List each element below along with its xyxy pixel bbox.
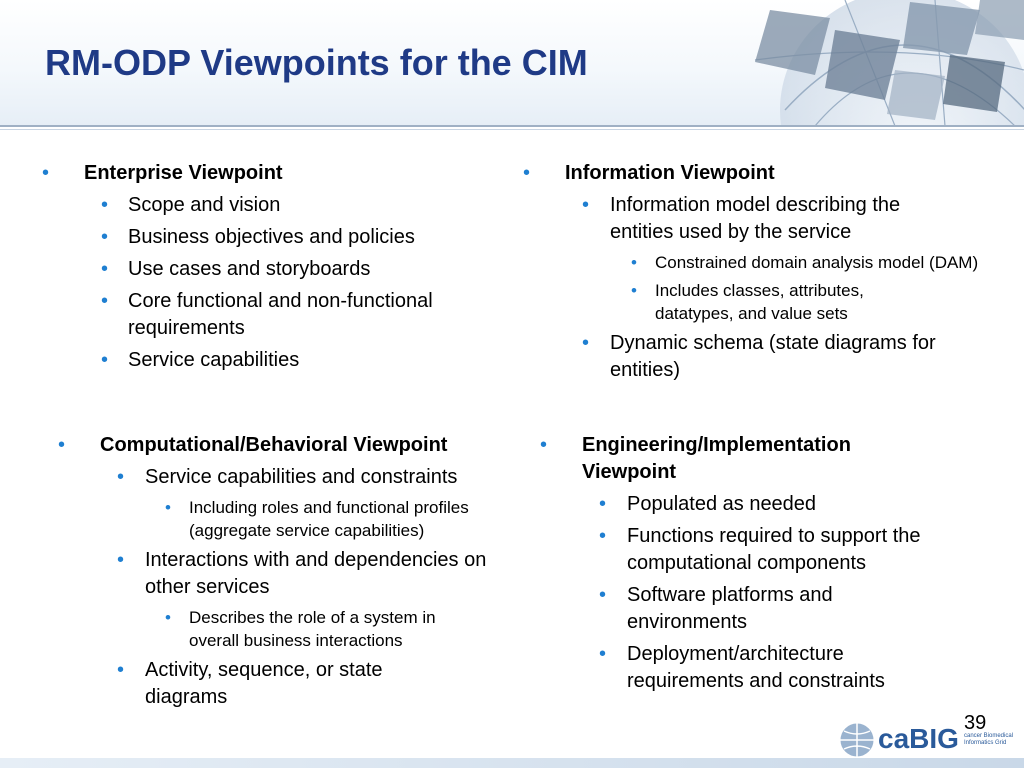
- slide-header: [0, 0, 1024, 126]
- bullet-heading: [58, 432, 518, 459]
- bullet-icon: •: [101, 290, 109, 312]
- bullet-icon: •: [117, 659, 125, 681]
- header-divider-secondary: [0, 129, 1024, 130]
- bullet-heading: [42, 160, 502, 187]
- list-item: • Populated as needed: [627, 491, 1000, 518]
- bullet-icon: •: [599, 525, 607, 547]
- bullet-icon: •: [101, 349, 109, 371]
- bullet-icon: •: [101, 258, 109, 280]
- logo-subtext: cancer Biomedical Informatics Grid: [964, 733, 1014, 746]
- enterprise-viewpoint-section: [42, 160, 502, 374]
- information-heading: Information Viewpoint: [565, 162, 775, 184]
- list-item: • Service capabilities: [128, 347, 502, 374]
- list-subitem: • Constrained domain analysis model (DAM): [631, 253, 979, 272]
- list-subitem: • Describes the role of a system in overall business interactions: [165, 608, 436, 650]
- bullet-icon: •: [58, 434, 66, 456]
- globe-logo-icon: [838, 721, 876, 759]
- bullet-icon: •: [117, 466, 125, 488]
- engineering-heading: Engineering/Implementation Viewpoint: [582, 434, 851, 483]
- list-item: • Business objectives and policies: [128, 224, 502, 251]
- bullet-icon: •: [42, 162, 50, 184]
- slide-title: RM-ODP Viewpoints for the CIM: [45, 42, 588, 83]
- bullet-icon: •: [165, 608, 171, 627]
- logo-text: caBIG: [878, 723, 959, 754]
- globe-image: [735, 0, 1024, 126]
- list-item: • Use cases and storyboards: [128, 256, 502, 283]
- list-item: • Interactions with and dependencies on other services: [117, 549, 487, 598]
- footer-bar: [0, 758, 1024, 768]
- bullet-icon: •: [582, 332, 590, 354]
- bullet-icon: •: [582, 194, 590, 216]
- bullet-icon: •: [101, 194, 109, 216]
- list-item: • Activity, sequence, or state diagrams: [117, 659, 383, 708]
- bullet-icon: •: [540, 434, 548, 456]
- bullet-icon: •: [631, 281, 637, 300]
- header-divider: [0, 125, 1024, 127]
- list-item: • Core functional and non-functional requirements: [101, 290, 433, 339]
- list-item: • Software platforms and environments: [599, 584, 833, 633]
- list-item: • Service capabilities and constraints: [145, 464, 518, 491]
- bullet-icon: •: [599, 584, 607, 606]
- cabig-logo: [838, 721, 1018, 761]
- list-item: • Functions required to support the computational components: [599, 525, 921, 574]
- page-number: 39: [964, 712, 987, 734]
- list-item: • Deployment/architecture requirements and constraints: [599, 643, 885, 692]
- information-viewpoint-section: [523, 160, 983, 384]
- enterprise-heading: Enterprise Viewpoint: [84, 162, 283, 184]
- bullet-icon: •: [165, 498, 171, 517]
- engineering-viewpoint-section: [540, 432, 1000, 695]
- list-subitem: • Including roles and functional profiles (aggregate service capabilities): [165, 498, 469, 540]
- list-subitem: • Includes classes, attributes, datatypes, and value sets: [631, 281, 864, 323]
- list-item: • Dynamic schema (state diagrams for entities): [582, 332, 936, 381]
- computational-viewpoint-section: [58, 432, 518, 711]
- bullet-icon: •: [117, 549, 125, 571]
- computational-heading: Computational/Behavioral Viewpoint: [100, 434, 448, 456]
- bullet-icon: •: [631, 253, 637, 272]
- list-item: • Scope and vision: [128, 192, 502, 219]
- bullet-heading: [523, 160, 983, 187]
- bullet-icon: •: [599, 643, 607, 665]
- bullet-icon: •: [101, 226, 109, 248]
- bullet-heading: [540, 432, 900, 486]
- bullet-icon: •: [523, 162, 531, 184]
- list-item: • Information model describing the entities used by the service: [582, 194, 901, 243]
- bullet-icon: •: [599, 493, 607, 515]
